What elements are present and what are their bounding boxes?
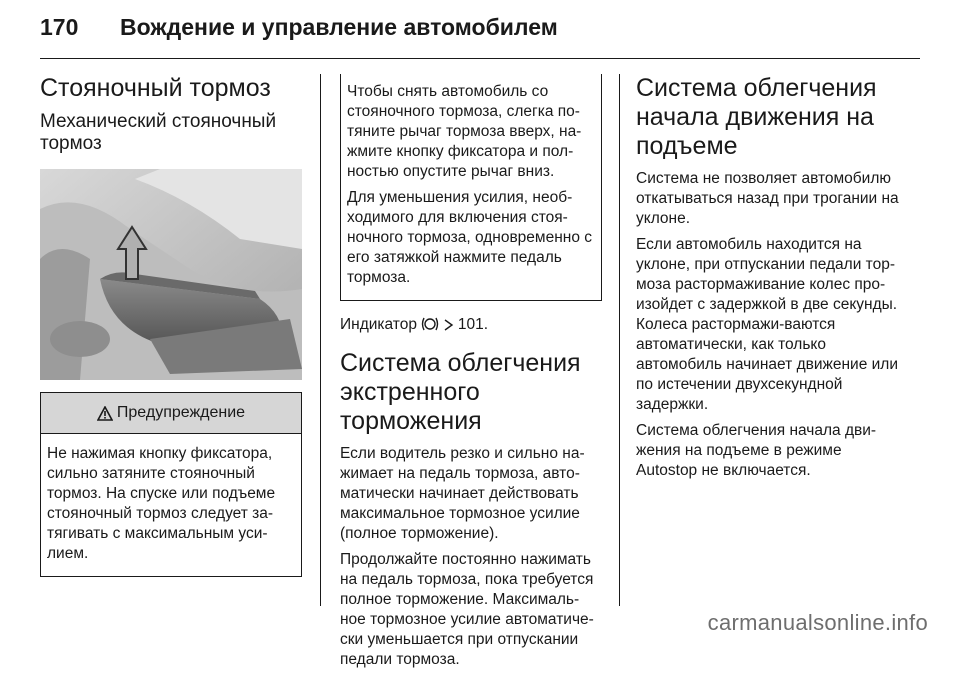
column-divider-1 <box>320 74 321 606</box>
page-number: 170 <box>40 14 79 40</box>
indicator-label: Индикатор <box>340 316 417 333</box>
column-2 <box>340 74 602 676</box>
hill-start-paragraph-1: Система не позволяет автомобилю откатываться назад при трогании на уклоне. <box>636 170 899 227</box>
page-header <box>40 14 558 50</box>
column-divider-2 <box>619 74 620 606</box>
release-instructions: Чтобы снять автомобиль со стояночного тормоза, слегка по-тяните рычаг тормоза вверх, на-жмите кнопку фиксатора и пол-ностью опустите рычаг вниз. <box>347 83 582 180</box>
emergency-braking-paragraph-1: Если водитель резко и сильно на-жимает на педаль тормоза, авто-матически начинает действовать максимальное тормозное усилие (полное торможение). <box>340 445 585 542</box>
page-reference-arrow-icon <box>444 318 454 332</box>
handbrake-photo-icon <box>40 169 302 380</box>
header-divider <box>40 58 920 59</box>
release-note-box <box>340 74 602 301</box>
column-3 <box>636 74 904 487</box>
watermark: carmanualsonline.info <box>707 610 928 635</box>
hill-start-paragraph-2: Если автомобиль находится на уклоне, при отпускании педали тор-моза растормаживание колес про-изойдет с задержкой в две секунды. Колеса растормажи-ваются автоматически, как только автомобиль начинает движение или по истечении двухсекундной задержки. <box>636 236 898 413</box>
reduce-effort-note: Для уменьшения усилия, необ-ходимого для включения стоя-ночного тормоза, одновременно с его затяжкой нажмите педаль тормоза. <box>347 189 592 286</box>
warning-header <box>41 392 301 434</box>
indicator-page-ref: 101. <box>457 316 489 333</box>
warning-label: Предупреждение <box>116 404 246 421</box>
warning-text: Не нажимая кнопку фиксатора, сильно затяните стояночный тормоз. На спуске или подъеме стояночный тормоз следует за-тягивать с максимальным уси-лием. <box>47 445 276 562</box>
warning-box <box>40 392 302 577</box>
indicator-reference <box>340 315 602 335</box>
section-title-hill-start-assist: Система облегчения начала движения на подъеме <box>636 74 877 160</box>
handbrake-illustration <box>40 169 302 380</box>
warning-triangle-icon <box>97 406 113 421</box>
chapter-title: Вождение и управление автомобилем <box>120 14 558 40</box>
emergency-braking-paragraph-2: Продолжайте постоянно нажимать на педаль тормоза, пока требуется полное торможение. Максималь-ное тормозное усилие автоматиче-ски уменьшается при отпускании педали тормоза. <box>340 551 594 668</box>
column-1 <box>40 74 302 577</box>
section-title-parking-brake: Стояночный тормоз <box>40 74 271 102</box>
section-title-emergency-braking: Система облегчения экстренного торможения <box>340 349 581 435</box>
parking-brake-indicator-icon <box>421 316 439 332</box>
subsection-title-mechanical-brake: Механический стояночный тормоз <box>40 111 277 154</box>
hill-start-paragraph-3: Система облегчения начала дви-жения на подъеме в режиме Autostop не включается. <box>636 422 877 479</box>
